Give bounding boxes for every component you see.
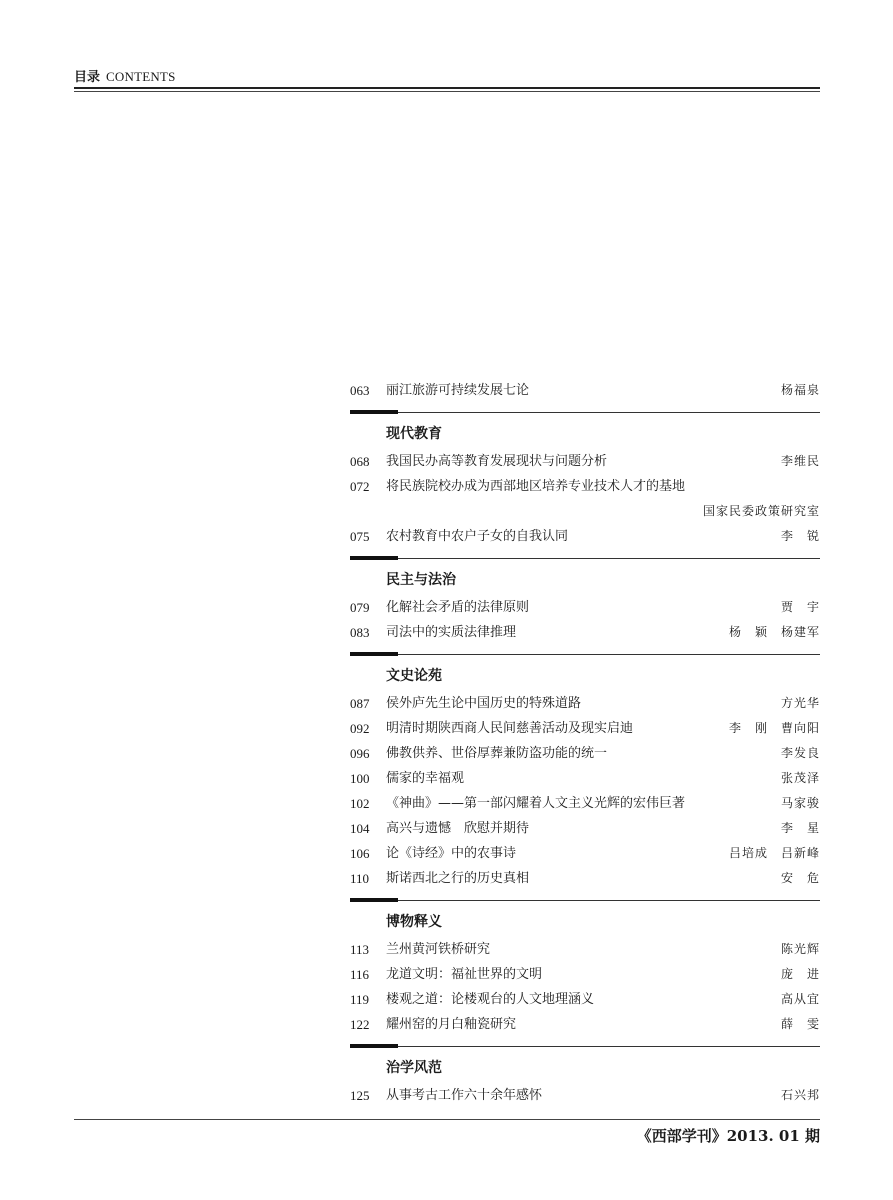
article-author: 李 星 bbox=[780, 821, 820, 835]
toc-entry[interactable] bbox=[350, 766, 820, 791]
page-number: 106 bbox=[350, 846, 370, 861]
toc-entry[interactable] bbox=[350, 474, 820, 499]
article-title: 耀州窑的月白釉瓷研究 bbox=[386, 1017, 517, 1032]
page-number: 079 bbox=[350, 600, 370, 615]
toc-sections bbox=[350, 403, 820, 1108]
issue-footer: 《西部学刊》2013. 01 期 bbox=[636, 1127, 820, 1145]
article-title: 侯外庐先生论中国历史的特殊道路 bbox=[386, 696, 582, 711]
footer-rule bbox=[74, 1119, 820, 1120]
toc-entry[interactable] bbox=[350, 841, 820, 866]
toc-entry[interactable] bbox=[350, 499, 820, 524]
page-number: 119 bbox=[350, 992, 370, 1007]
toc-entry[interactable] bbox=[350, 620, 820, 645]
header-contents: CONTENTS bbox=[106, 69, 176, 84]
article-title: 农村教育中农户子女的自我认同 bbox=[386, 529, 569, 544]
article-author: 杨 颖 杨建军 bbox=[728, 625, 820, 639]
page-number: 100 bbox=[350, 771, 370, 786]
article-author: 国家民委政策研究室 bbox=[702, 504, 820, 518]
toc-entry[interactable] bbox=[350, 866, 820, 891]
toc-entry[interactable] bbox=[350, 791, 820, 816]
page-number: 063 bbox=[350, 383, 370, 398]
article-author: 石兴邦 bbox=[780, 1088, 820, 1102]
page-number: 075 bbox=[350, 529, 370, 544]
section-title: 民主与法治 bbox=[386, 572, 456, 588]
toc-entry[interactable] bbox=[350, 449, 820, 474]
page-number: 068 bbox=[350, 454, 370, 469]
article-author: 李维民 bbox=[780, 454, 820, 468]
page-number: 102 bbox=[350, 796, 370, 811]
section-title: 治学风范 bbox=[386, 1060, 442, 1076]
article-title: 儒家的幸福观 bbox=[386, 771, 465, 786]
section-divider bbox=[350, 549, 820, 565]
page-number: 113 bbox=[350, 942, 370, 957]
toc-entry[interactable] bbox=[350, 524, 820, 549]
article-title: 楼观之道：论楼观台的人文地理涵义 bbox=[386, 992, 595, 1007]
toc-entry[interactable] bbox=[350, 962, 820, 987]
article-title: 将民族院校办成为西部地区培养专业技术人才的基地 bbox=[386, 479, 686, 494]
toc-entry[interactable] bbox=[350, 716, 820, 741]
page-number: 122 bbox=[350, 1017, 370, 1032]
article-author: 庞 进 bbox=[780, 967, 820, 981]
header-rule-thin bbox=[74, 91, 820, 92]
section-divider bbox=[350, 645, 820, 661]
article-author: 贾 宇 bbox=[780, 600, 820, 614]
article-author: 马家骏 bbox=[780, 796, 820, 810]
toc-entry[interactable] bbox=[350, 1083, 820, 1108]
article-title: 佛教供养、世俗厚葬兼防盗功能的统一 bbox=[386, 746, 608, 761]
section-divider bbox=[350, 403, 820, 419]
page-number: 083 bbox=[350, 625, 370, 640]
article-author: 陈光辉 bbox=[780, 942, 820, 956]
article-title: 我国民办高等教育发展现状与问题分析 bbox=[386, 454, 608, 469]
article-author: 安 危 bbox=[780, 871, 820, 885]
article-title: 斯诺西北之行的历史真相 bbox=[386, 871, 530, 886]
page-number: 096 bbox=[350, 746, 370, 761]
article-title: 司法中的实质法律推理 bbox=[386, 625, 517, 640]
article-title: 论《诗经》中的农事诗 bbox=[386, 846, 517, 861]
page-number: 087 bbox=[350, 696, 370, 711]
toc-entry[interactable] bbox=[350, 378, 820, 403]
section-divider bbox=[350, 1037, 820, 1053]
page-number: 072 bbox=[350, 479, 370, 494]
article-author: 李发良 bbox=[780, 746, 820, 760]
table-of-contents bbox=[350, 378, 820, 1108]
toc-entry[interactable] bbox=[350, 816, 820, 841]
page-number: 116 bbox=[350, 967, 370, 982]
article-author: 高从宜 bbox=[780, 992, 820, 1006]
section-title: 现代教育 bbox=[386, 426, 442, 442]
toc-entry[interactable] bbox=[350, 595, 820, 620]
header-mulu: 目录 bbox=[74, 70, 101, 85]
article-title: 《神曲》——第一部闪耀着人文主义光辉的宏伟巨著 bbox=[386, 796, 686, 811]
article-author: 李 锐 bbox=[780, 529, 820, 543]
article-author: 杨福泉 bbox=[780, 383, 820, 397]
header-rule bbox=[74, 87, 820, 89]
toc-entry[interactable] bbox=[350, 987, 820, 1012]
article-author: 薛 雯 bbox=[780, 1017, 820, 1031]
article-title: 兰州黄河铁桥研究 bbox=[386, 942, 491, 957]
section-divider bbox=[350, 891, 820, 907]
article-title: 丽江旅游可持续发展七论 bbox=[386, 383, 530, 398]
article-author: 方光华 bbox=[780, 696, 820, 710]
section-title: 博物释义 bbox=[386, 914, 442, 930]
toc-entry[interactable] bbox=[350, 691, 820, 716]
article-author: 吕培成 吕新峰 bbox=[728, 846, 820, 860]
page-number: 092 bbox=[350, 721, 370, 736]
article-title: 从事考古工作六十余年感怀 bbox=[386, 1088, 543, 1103]
page-number: 110 bbox=[350, 871, 370, 886]
article-author: 李 刚 曹向阳 bbox=[728, 721, 820, 735]
article-title: 龙道文明：福祉世界的文明 bbox=[386, 967, 543, 982]
article-title: 化解社会矛盾的法律原则 bbox=[386, 600, 530, 615]
page-number: 104 bbox=[350, 821, 370, 836]
toc-entry[interactable] bbox=[350, 1012, 820, 1037]
article-title: 高兴与遗憾 欣慰并期待 bbox=[386, 821, 530, 836]
section-title: 文史论苑 bbox=[386, 668, 442, 684]
article-title: 明清时期陕西商人民间慈善活动及现实启迪 bbox=[386, 721, 634, 736]
page-number: 125 bbox=[350, 1088, 370, 1103]
toc-entry[interactable] bbox=[350, 937, 820, 962]
toc-entry[interactable] bbox=[350, 741, 820, 766]
article-author: 张茂泽 bbox=[780, 771, 820, 785]
